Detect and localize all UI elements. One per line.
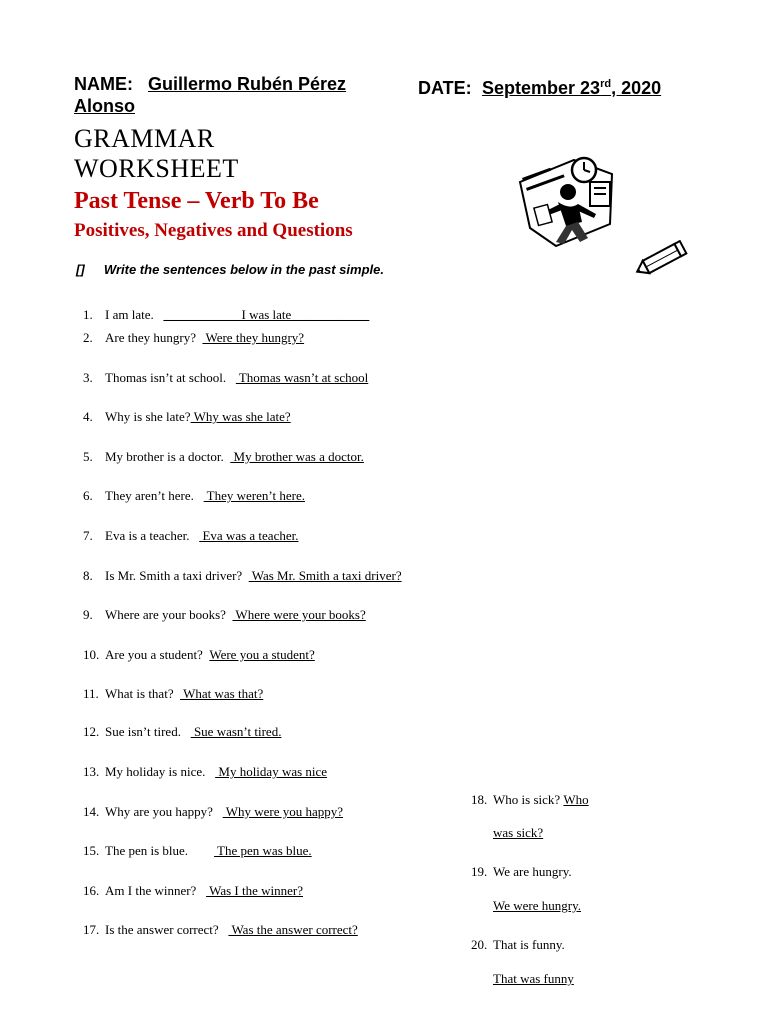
list-item: 1. I am late. ____________I was late____________	[83, 307, 370, 322]
instruction	[76, 262, 384, 277]
answer: Were you a student?	[209, 647, 315, 662]
answer: Was I the winner?	[206, 883, 303, 898]
answer-continued: was sick?	[493, 825, 544, 840]
list-item: 13. My holiday is nice. My holiday was nice	[83, 764, 328, 779]
list-item: 6. They aren’t here. They weren’t here.	[83, 488, 305, 503]
worksheet-title-line2: WORKSHEET	[74, 154, 239, 183]
worksheet-subtitle-secondary: Positives, Negatives and Questions	[74, 220, 353, 241]
student-name: Guillermo Rubén Pérez	[148, 74, 347, 94]
answer: Were they hungry?	[202, 330, 305, 345]
list-item: 4. Why is she late? Why was she late?	[83, 409, 291, 424]
answer: ____________I was late____________	[163, 307, 370, 322]
date-label: DATE:	[418, 78, 472, 98]
list-item: 16. Am I the winner? Was I the winner?	[83, 883, 303, 898]
answer: Eva was a teacher.	[199, 528, 299, 543]
answer: They weren’t here.	[203, 488, 305, 503]
list-item: 5. My brother is a doctor. My brother was a doctor.	[83, 449, 364, 464]
answer: Who	[563, 792, 589, 807]
answer: That was funny	[493, 971, 574, 986]
list-item: 3. Thomas isn’t at school. Thomas wasn’t at school	[83, 370, 369, 385]
list-item: 8. Is Mr. Smith a taxi driver? Was Mr. Smith a taxi driver?	[83, 568, 402, 583]
answer: Was Mr. Smith a taxi driver?	[248, 568, 402, 583]
answer: Where were your books?	[232, 607, 366, 622]
answer: My brother was a doctor.	[230, 449, 364, 464]
date-value: September 23rd, 2020	[482, 78, 662, 98]
worksheet-subtitle: Past Tense – Verb To Be	[74, 188, 319, 214]
answer: What was that?	[180, 686, 264, 701]
answer: Sue wasn’t tired.	[190, 724, 282, 739]
pencil-icon	[632, 240, 690, 278]
instruction-text: Write the sentences below in the past simple.	[103, 262, 384, 277]
list-item: 15. The pen is blue. The pen was blue.	[83, 843, 312, 858]
worksheet-title-line1: GRAMMAR	[74, 124, 215, 153]
answer: The pen was blue.	[214, 843, 312, 858]
list-item: 10. Are you a student? Were you a student?	[83, 647, 315, 662]
list-item: 18. Who is sick? Who	[471, 792, 589, 807]
answer: Thomas wasn’t at school	[235, 370, 369, 385]
busy-clock-man-icon	[516, 152, 616, 250]
list-item: 19. We are hungry.	[471, 864, 572, 879]
student-name-continued: Alonso	[74, 96, 135, 116]
instruction-bullet: []	[76, 262, 85, 277]
list-item: 7. Eva is a teacher. Eva was a teacher.	[83, 528, 299, 543]
list-item: 17. Is the answer correct? Was the answer correct?	[83, 922, 358, 937]
list-item: 9. Where are your books? Where were your books?	[83, 607, 366, 622]
answer: My holiday was nice	[215, 764, 328, 779]
list-item: 14. Why are you happy? Why were you happy?	[83, 804, 344, 819]
name-label: NAME:	[74, 74, 133, 94]
list-item: 20. That is funny.	[471, 937, 565, 952]
answer: Why were you happy?	[222, 804, 344, 819]
answer: We were hungry.	[493, 898, 581, 913]
answer: Was the answer correct?	[228, 922, 358, 937]
list-item: 11. What is that? What was that?	[83, 686, 264, 701]
list-item: 12. Sue isn’t tired. Sue wasn’t tired.	[83, 724, 282, 739]
answer: Why was she late?	[190, 409, 291, 424]
list-item: 2. Are they hungry? Were they hungry?	[83, 330, 305, 345]
